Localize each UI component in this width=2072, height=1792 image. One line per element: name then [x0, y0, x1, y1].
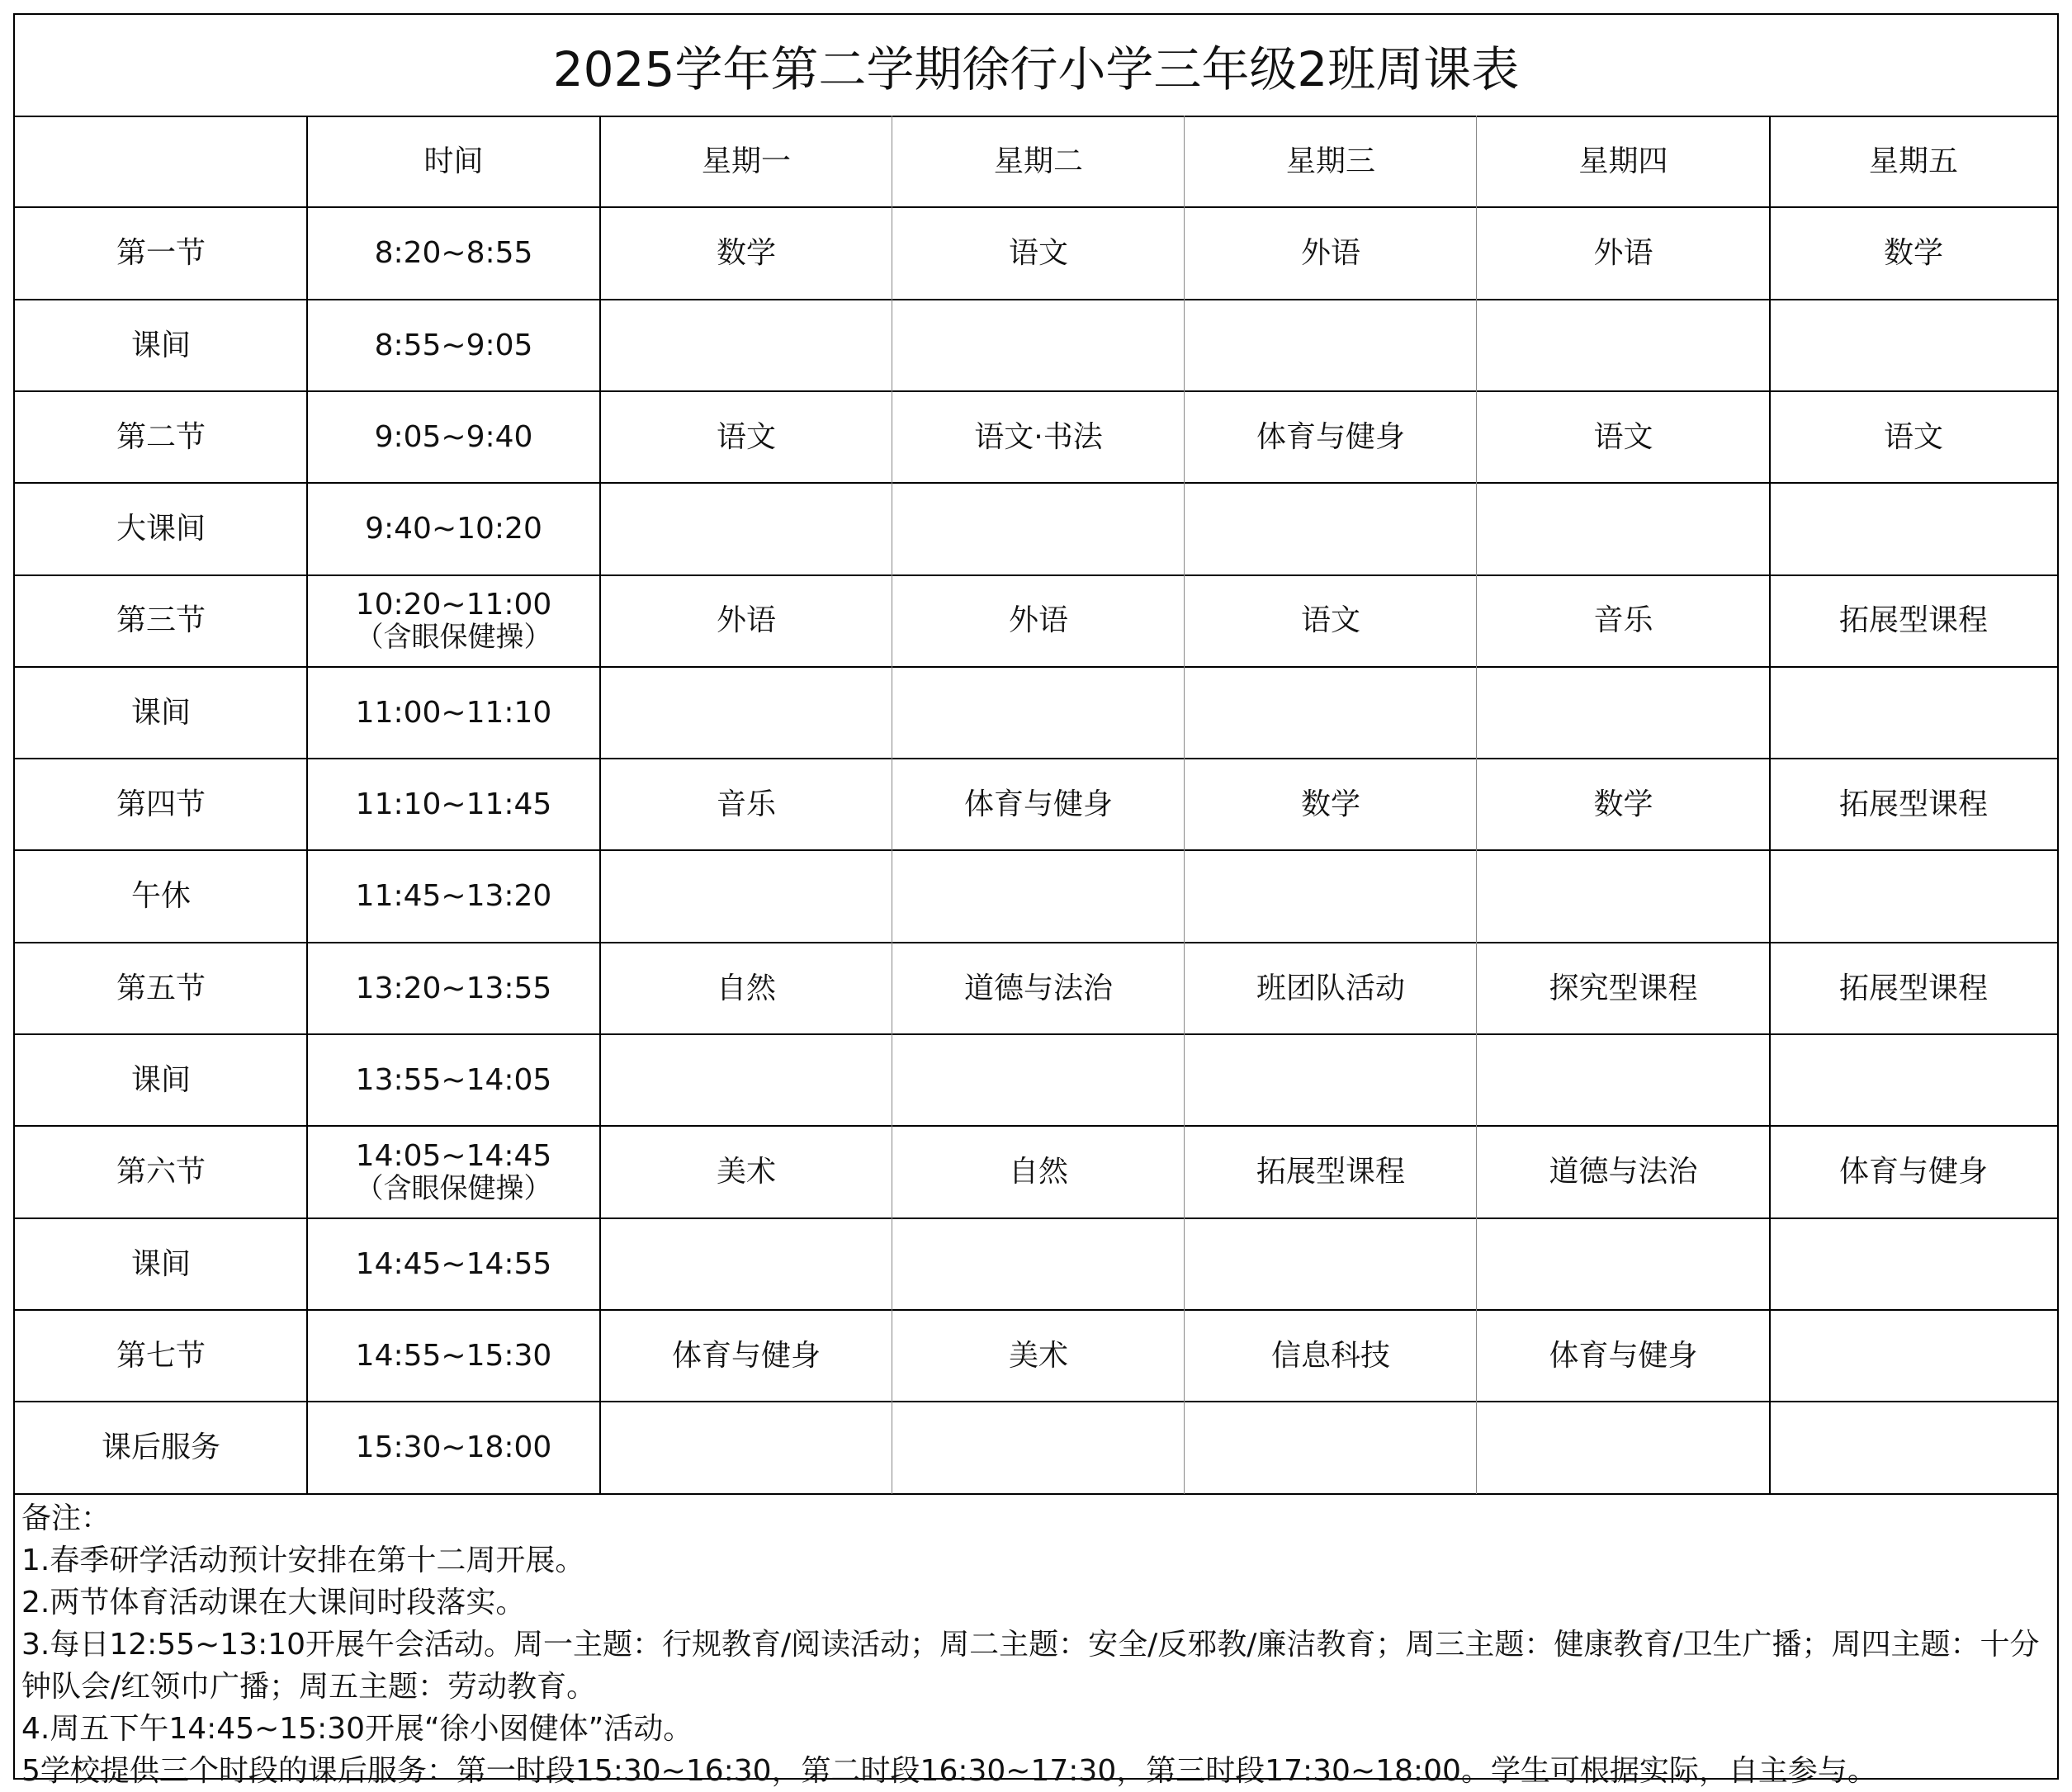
subject-label: 美术 [716, 1155, 776, 1189]
header-time-label: 时间 [423, 144, 484, 178]
header-day [1185, 116, 1477, 207]
subject-cell [1477, 300, 1770, 391]
row-divider [15, 1309, 2057, 1311]
subject-cell [1770, 483, 2057, 574]
period-cell [15, 943, 307, 1034]
subject-cell [1477, 483, 1770, 574]
header-day [892, 116, 1185, 207]
time-cell [307, 850, 600, 942]
subject-cell [1477, 759, 1770, 850]
period-label: 第一节 [116, 236, 206, 271]
subject-label: 体育与健身 [1549, 1338, 1698, 1373]
note-item: 1.春季研学活动预计安排在第十二周开展。 [21, 1544, 585, 1577]
subject-cell [600, 1402, 892, 1493]
subject-cell [892, 1126, 1185, 1218]
period-cell [15, 207, 307, 299]
subject-cell [892, 207, 1185, 299]
note-item: 5学校提供三个时段的课后服务：第一时段15:30~16:30，第二时段16:30~17:30，第三时段17:30~18:00。学生可根据实际，自主参与。 [21, 1754, 1877, 1788]
time-note: （含眼保健操） [355, 621, 552, 655]
subject-label: 拓展型课程 [1838, 603, 1988, 638]
subject-cell [892, 1310, 1185, 1402]
time-cell [307, 575, 600, 667]
period-cell [15, 391, 307, 483]
period-cell [15, 483, 307, 574]
period-label: 第七节 [116, 1338, 206, 1373]
subject-cell [892, 575, 1185, 667]
subject-cell [1770, 1402, 2057, 1493]
subject-label: 班团队活动 [1256, 971, 1405, 1005]
subject-cell [1770, 391, 2057, 483]
subject-label: 体育与健身 [963, 787, 1113, 822]
time-range: 14:05~14:45 [355, 1138, 552, 1173]
subject-cell [600, 1218, 892, 1310]
time-cell [307, 667, 600, 759]
subject-label: 探究型课程 [1549, 971, 1698, 1005]
time-range: 13:20~13:55 [355, 971, 552, 1005]
subject-cell [892, 667, 1185, 759]
subject-cell [600, 483, 892, 574]
period-cell [15, 575, 307, 667]
subject-cell [1185, 1034, 1477, 1126]
timetable-grid [15, 116, 2057, 1494]
header-day-label: 星期三 [1285, 144, 1375, 178]
subject-cell [600, 943, 892, 1034]
header-day [1477, 116, 1770, 207]
time-cell [307, 1126, 600, 1218]
subject-label: 音乐 [716, 787, 776, 822]
time-cell [307, 943, 600, 1034]
subject-cell [1477, 850, 1770, 942]
time-range: 11:45~13:20 [355, 879, 552, 914]
subject-cell [892, 943, 1185, 1034]
header-day-label: 星期二 [993, 144, 1083, 178]
page-title: 2025学年第二学期徐行小学三年级2班周课表 [15, 15, 2057, 117]
time-cell [307, 759, 600, 850]
subject-cell [600, 300, 892, 391]
subject-label: 语文 [1300, 603, 1360, 638]
subject-cell [1185, 575, 1477, 667]
period-label: 课间 [130, 1062, 191, 1097]
subject-cell [892, 483, 1185, 574]
subject-label: 数学 [716, 236, 776, 271]
time-range: 14:45~14:55 [355, 1246, 552, 1281]
subject-cell [1477, 575, 1770, 667]
time-note: （含眼保健操） [355, 1172, 552, 1206]
note-item: 2.两节体育活动课在大课间时段落实。 [21, 1586, 526, 1619]
subject-cell [600, 391, 892, 483]
subject-cell [600, 759, 892, 850]
subject-cell [1185, 850, 1477, 942]
time-cell [307, 207, 600, 299]
subject-cell [1477, 391, 1770, 483]
subject-cell [1477, 207, 1770, 299]
time-range: 13:55~14:05 [355, 1062, 552, 1097]
time-cell [307, 1402, 600, 1493]
subject-label: 体育与健身 [1838, 1155, 1988, 1189]
timetable-sheet [13, 13, 2059, 1788]
subject-cell [892, 850, 1185, 942]
subject-cell [1185, 1402, 1477, 1493]
row-divider [15, 1218, 2057, 1219]
subject-cell [1185, 300, 1477, 391]
time-cell [307, 391, 600, 483]
subject-cell [1477, 1310, 1770, 1402]
note-item: 3.每日12:55~13:10开展午会活动。周一主题：行规教育/阅读活动；周二主题：安全/反邪教/廉洁教育；周三主题：健康教育/卫生广播；周四主题：十分钟队会/红领巾广播；周五主题：劳动教育。 [21, 1628, 2040, 1704]
subject-cell [1185, 391, 1477, 483]
subject-cell [892, 300, 1185, 391]
subject-label: 体育与健身 [1256, 419, 1405, 454]
subject-cell [600, 207, 892, 299]
subject-label: 道德与法治 [963, 971, 1113, 1005]
subject-label: 道德与法治 [1549, 1155, 1698, 1189]
column-divider [1769, 116, 1771, 1494]
subject-cell [1770, 1126, 2057, 1218]
period-label: 第六节 [116, 1155, 206, 1189]
subject-label: 音乐 [1593, 603, 1653, 638]
period-cell [15, 1218, 307, 1310]
header-day [600, 116, 892, 207]
notes-heading: 备注： [21, 1501, 111, 1535]
subject-cell [1770, 1310, 2057, 1402]
subject-cell [892, 1218, 1185, 1310]
time-range: 15:30~18:00 [355, 1430, 552, 1465]
time-cell [307, 1310, 600, 1402]
subject-cell [1477, 1126, 1770, 1218]
row-divider [15, 1401, 2057, 1402]
header-day-label: 星期五 [1868, 144, 1958, 178]
period-label: 课后服务 [101, 1430, 220, 1465]
subject-cell [600, 1034, 892, 1126]
subject-label: 语文·书法 [974, 419, 1103, 454]
period-label: 午休 [130, 879, 191, 914]
subject-cell [600, 667, 892, 759]
subject-label: 外语 [1008, 603, 1068, 638]
subject-label: 语文 [1008, 236, 1068, 271]
subject-cell [892, 1034, 1185, 1126]
period-label: 课间 [130, 695, 191, 730]
subject-cell [1770, 575, 2057, 667]
notes-section [15, 1494, 2057, 1788]
subject-label: 信息科技 [1270, 1338, 1390, 1373]
subject-label: 自然 [1008, 1155, 1068, 1189]
time-range: 11:10~11:45 [355, 787, 552, 822]
period-label: 大课间 [116, 512, 206, 546]
subject-label: 数学 [1883, 236, 1943, 271]
subject-cell [1770, 850, 2057, 942]
time-range: 9:05~9:40 [374, 419, 533, 454]
subject-cell [1770, 1034, 2057, 1126]
time-range: 8:20~8:55 [374, 236, 533, 271]
period-cell [15, 1402, 307, 1493]
row-divider [15, 758, 2057, 759]
subject-label: 语文 [716, 419, 776, 454]
subject-cell [1770, 1218, 2057, 1310]
time-range: 10:20~11:00 [355, 587, 552, 622]
subject-label: 体育与健身 [671, 1338, 821, 1373]
subject-cell [1185, 1218, 1477, 1310]
column-divider [599, 116, 601, 1494]
subject-cell [1770, 667, 2057, 759]
subject-cell [892, 759, 1185, 850]
subject-label: 语文 [1593, 419, 1653, 454]
subject-label: 外语 [1593, 236, 1653, 271]
subject-label: 外语 [716, 603, 776, 638]
subject-cell [1770, 207, 2057, 299]
subject-label: 语文 [1883, 419, 1943, 454]
subject-cell [892, 391, 1185, 483]
subject-label: 美术 [1008, 1338, 1068, 1373]
row-divider [15, 482, 2057, 484]
subject-label: 拓展型课程 [1838, 971, 1988, 1005]
subject-label: 数学 [1300, 787, 1360, 822]
row-divider [15, 942, 2057, 943]
subject-label: 拓展型课程 [1838, 787, 1988, 822]
header-day [1770, 116, 2057, 207]
row-divider [15, 206, 2057, 208]
row-divider [15, 1125, 2057, 1127]
period-label: 课间 [130, 328, 191, 362]
row-divider [15, 390, 2057, 392]
subject-cell [1185, 759, 1477, 850]
period-label: 第三节 [116, 603, 206, 638]
period-cell [15, 1310, 307, 1402]
subject-cell [1477, 667, 1770, 759]
period-cell [15, 759, 307, 850]
subject-cell [1185, 943, 1477, 1034]
subject-cell [1770, 759, 2057, 850]
time-range: 9:40~10:20 [365, 512, 542, 546]
subject-label: 数学 [1593, 787, 1653, 822]
row-divider [15, 1033, 2057, 1035]
row-divider [15, 666, 2057, 668]
subject-cell [600, 1126, 892, 1218]
time-range: 11:00~11:10 [355, 695, 552, 730]
period-cell [15, 1034, 307, 1126]
time-cell [307, 300, 600, 391]
subject-cell [1770, 300, 2057, 391]
subject-cell [1185, 1310, 1477, 1402]
period-label: 第五节 [116, 971, 206, 1005]
subject-cell [1477, 1034, 1770, 1126]
time-cell [307, 483, 600, 574]
subject-cell [1185, 483, 1477, 574]
period-cell [15, 667, 307, 759]
row-divider [15, 849, 2057, 851]
subject-cell [1477, 1218, 1770, 1310]
subject-cell [600, 850, 892, 942]
subject-cell [1185, 207, 1477, 299]
period-label: 第二节 [116, 419, 206, 454]
time-cell [307, 1034, 600, 1126]
subject-cell [600, 575, 892, 667]
period-cell [15, 300, 307, 391]
time-range: 8:55~9:05 [374, 328, 533, 362]
subject-cell [1185, 1126, 1477, 1218]
header-time [307, 116, 600, 207]
subject-cell [1477, 1402, 1770, 1493]
column-divider [1184, 116, 1185, 1494]
note-item: 4.周五下午14:45~15:30开展“徐小囡健体”活动。 [21, 1712, 693, 1746]
period-cell [15, 1126, 307, 1218]
period-label: 课间 [130, 1246, 191, 1281]
subject-label: 自然 [716, 971, 776, 1005]
subject-cell [1477, 943, 1770, 1034]
header-day-label: 星期四 [1578, 144, 1668, 178]
subject-label: 外语 [1300, 236, 1360, 271]
period-cell [15, 850, 307, 942]
row-divider [15, 574, 2057, 576]
subject-cell [1185, 667, 1477, 759]
time-cell [307, 1218, 600, 1310]
subject-label: 拓展型课程 [1256, 1155, 1405, 1189]
period-label: 第四节 [116, 787, 206, 822]
subject-cell [1770, 943, 2057, 1034]
header-day-label: 星期一 [701, 144, 791, 178]
column-divider [1476, 116, 1477, 1494]
subject-cell [600, 1310, 892, 1402]
subject-cell [892, 1402, 1185, 1493]
row-divider [15, 299, 2057, 300]
header-corner [15, 116, 307, 207]
time-range: 14:55~15:30 [355, 1338, 552, 1373]
column-divider [306, 116, 308, 1494]
